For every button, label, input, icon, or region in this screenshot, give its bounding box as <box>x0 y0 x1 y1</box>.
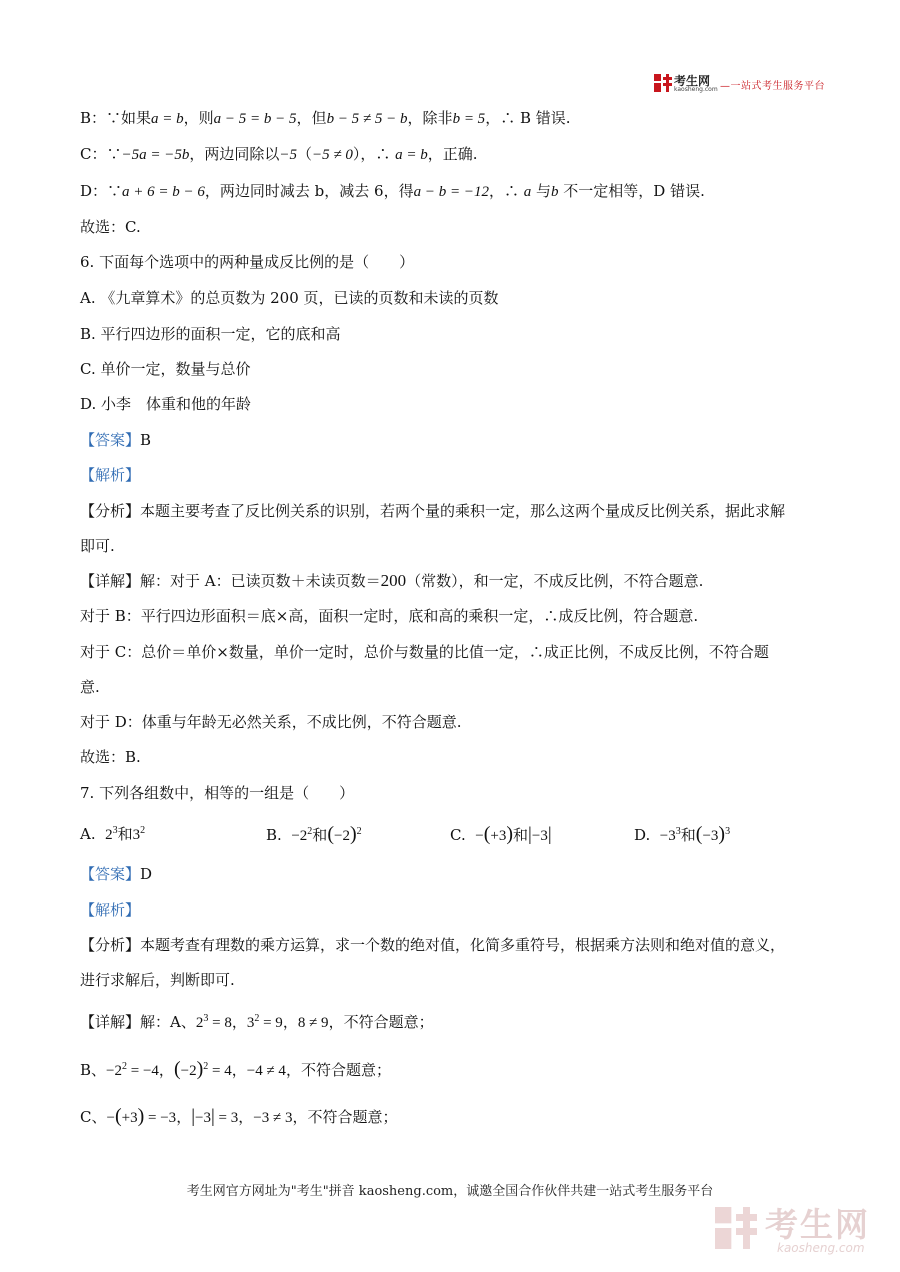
q6-option-c: C. 单价一定，数量与总价 <box>80 360 251 378</box>
q6-conclusion: 故选：B. <box>80 748 141 766</box>
q6-xiangjie-line-2: 对于 B：平行四边形面积＝底×高，面积一定时，底和高的乘积一定，∴成反比例，符合题意. <box>80 607 699 625</box>
header-slogan: —一站式考生服务平台 <box>720 81 825 92</box>
q6-fenxi-line-2: 即可. <box>80 537 115 555</box>
q5-option-d-analysis: D：∵a + 6 = b − 6，两边同时减去 b，减去 6，得a − b = −12，∴ a 与b 不一定相等，D 错误. <box>80 182 705 200</box>
q5-option-b-analysis: B：∵如果a = b，则a − 5 = b − 5，但b − 5 ≠ 5 − b，除非b = 5，∴ B 错误. <box>80 109 571 127</box>
q7-xiangjie-c: C、−(+3) = −3，|−3| = 3，−3 ≠ 3，不符合题意； <box>80 1105 398 1127</box>
q7-option-a: A. $2^3$和$3^2$ <box>80 825 146 843</box>
page-footer: 考生网官方网址为"考生"拼音 kaosheng.com，诚邀全国合作伙伴共建一站式考生服务平台 <box>186 1184 714 1199</box>
watermark <box>715 1199 875 1259</box>
q7-option-b: B. $-2^2$和$(-2)^2$ <box>266 823 362 845</box>
q6-option-d: D. 小李 体重和他的年龄 <box>80 395 252 413</box>
q7-option-c: C. −(+3)和|−3| <box>450 823 552 845</box>
watermark-url: kaosheng.com <box>777 1241 865 1255</box>
q6-xiangjie-line-3b: 意. <box>80 678 100 696</box>
q6-option-b: B. 平行四边形的面积一定，它的底和高 <box>80 325 341 343</box>
q6-analysis-label: 【解析】 <box>80 466 141 484</box>
q6-xiangjie-line-4: 对于 D：体重与年龄无必然关系，不成比例，不符合题意. <box>80 713 462 731</box>
q6-stem: 6. 下面每个选项中的两种量成反比例的是（ ） <box>80 253 415 271</box>
watermark-brand: 考生网 <box>765 1205 870 1244</box>
q7-analysis-label: 【解析】 <box>80 901 141 919</box>
q6-xiangjie-line-3: 对于 C：总价＝单价×数量，单价一定时，总价与数量的比值一定，∴成正比例，不成反比例，不符合题 <box>80 643 769 661</box>
q6-fenxi-line-1: 【分析】本题主要考查了反比例关系的识别，若两个量的乘积一定，那么这两个量成反比例关系，据此求解 <box>80 502 786 520</box>
q7-fenxi-line-1: 【分析】本题考查有理数的乘方运算，求一个数的绝对值，化简多重符号，根据乘方法则和绝对值的意义， <box>80 936 786 954</box>
q6-answer: 【答案】B <box>80 431 152 449</box>
q5-conclusion: 故选：C. <box>80 218 141 236</box>
header-brand: 考生网 <box>674 74 711 88</box>
answer-label: 【答案】 <box>80 431 141 449</box>
q7-answer: 【答案】D <box>80 865 153 883</box>
q6-option-a: A. 《九章算术》的总页数为 200 页，已读的页数和未读的页数 <box>80 289 499 307</box>
q6-xiangjie-line-1: 【详解】解：对于 A：已读页数＋未读页数＝200（常数），和一定，不成反比例，不符合题意. <box>80 571 704 590</box>
q7-stem: 7. 下列各组数中，相等的一组是（ ） <box>80 784 355 802</box>
watermark-logo-icon <box>715 1203 757 1253</box>
q5-option-c-analysis: C：∵−5a = −5b，两边同除以−5（−5 ≠ 0），∴ a = b，正确. <box>80 145 478 163</box>
q7-option-d: D. $-3^3$和$(-3)^3$ <box>634 823 731 845</box>
kaosheng-logo-icon <box>654 74 672 92</box>
q7-fenxi-line-2: 进行求解后，判断即可. <box>80 971 235 989</box>
q7-xiangjie-a: 【详解】解：A、$2^3 = 8$，$3^2 = 9$，8 ≠ 9，不符合题意； <box>80 1013 434 1031</box>
q7-xiangjie-b: B、$-2^2 = -4$，$(-2)^2 = 4$，−4 ≠ 4，不符合题意； <box>80 1058 391 1080</box>
header-url: kaosheng.com <box>674 86 718 93</box>
